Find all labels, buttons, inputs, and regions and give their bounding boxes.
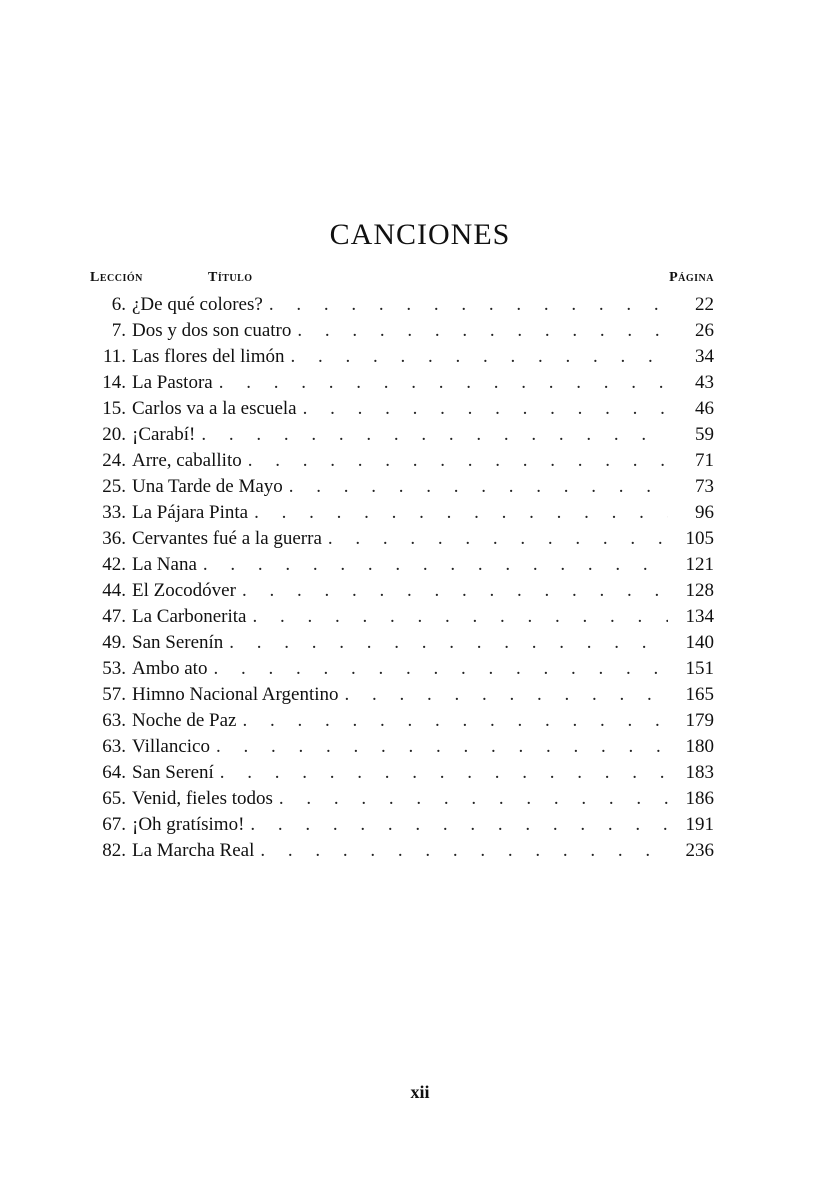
column-header-leccion: Lección xyxy=(90,270,143,285)
dot-leader xyxy=(260,838,668,864)
page-number: 43 xyxy=(695,372,714,393)
lesson-number: 14. xyxy=(102,372,126,393)
song-title: Una Tarde de Mayo xyxy=(132,476,283,497)
lesson-number: 11. xyxy=(102,346,126,367)
toc-entry xyxy=(80,630,714,656)
song-title: Noche de Paz xyxy=(132,710,237,731)
toc-entry xyxy=(80,734,714,760)
lesson-number: 65. xyxy=(102,788,126,809)
page-number: 191 xyxy=(685,814,714,835)
toc-entry xyxy=(80,656,714,682)
lesson-number: 63. xyxy=(102,710,126,731)
song-title: El Zocodóver xyxy=(132,580,236,601)
toc-entry xyxy=(80,318,714,344)
lesson-number: 33. xyxy=(102,502,126,523)
lesson-number: 15. xyxy=(102,398,126,419)
song-title: Cervantes fué a la guerra xyxy=(132,528,322,549)
page-number: 128 xyxy=(685,580,714,601)
lesson-number: 7. xyxy=(111,320,126,341)
toc-entry xyxy=(80,682,714,708)
song-title: San Serení xyxy=(132,762,214,783)
toc-entry xyxy=(80,578,714,604)
lesson-number: 42. xyxy=(102,554,126,575)
dot-leader xyxy=(345,682,668,708)
dot-leader xyxy=(289,474,668,500)
lesson-number: 20. xyxy=(102,424,126,445)
page-number: 165 xyxy=(685,684,714,705)
page-number: 179 xyxy=(685,710,714,731)
page-number: 236 xyxy=(685,840,714,861)
dot-leader xyxy=(242,578,668,604)
toc-entry xyxy=(80,370,714,396)
song-title: Las flores del limón xyxy=(132,346,285,367)
dot-leader xyxy=(203,552,668,578)
page-number: 140 xyxy=(685,632,714,653)
song-title: Villancico xyxy=(132,736,210,757)
dot-leader xyxy=(248,448,668,474)
lesson-number: 25. xyxy=(102,476,126,497)
toc-entry xyxy=(80,552,714,578)
song-title: ¡Oh gratísimo! xyxy=(132,814,245,835)
dot-leader xyxy=(328,526,668,552)
lesson-number: 64. xyxy=(102,762,126,783)
page-folio: xii xyxy=(410,1082,430,1102)
dot-leader xyxy=(219,370,668,396)
lesson-number: 57. xyxy=(102,684,126,705)
column-header-titulo: Título xyxy=(208,270,253,285)
dot-leader xyxy=(216,734,668,760)
dot-leader xyxy=(250,812,668,838)
lesson-number: 82. xyxy=(102,840,126,861)
song-title: ¡Carabí! xyxy=(132,424,196,445)
page-number: 46 xyxy=(695,398,714,419)
toc-entry xyxy=(80,474,714,500)
dot-leader xyxy=(242,708,668,734)
page-number: 22 xyxy=(695,294,714,315)
page-number: 26 xyxy=(695,320,714,341)
song-title: Himno Nacional Argentino xyxy=(132,684,339,705)
lesson-number: 53. xyxy=(102,658,126,679)
toc-entry xyxy=(80,786,714,812)
page-number: 105 xyxy=(685,528,714,549)
dot-leader xyxy=(220,760,668,786)
column-header-pagina: Página xyxy=(669,270,714,285)
toc-entry xyxy=(80,812,714,838)
dot-leader xyxy=(279,786,668,812)
lesson-number: 49. xyxy=(102,632,126,653)
dot-leader xyxy=(229,630,668,656)
song-title: Arre, caballito xyxy=(132,450,242,471)
lesson-number: 44. xyxy=(102,580,126,601)
page-number: 186 xyxy=(685,788,714,809)
toc-entry xyxy=(80,292,714,318)
dot-leader xyxy=(252,604,668,630)
dot-leader xyxy=(297,318,668,344)
lesson-number: 67. xyxy=(102,814,126,835)
page-number: 134 xyxy=(685,606,714,627)
dot-leader xyxy=(303,396,668,422)
song-title: Ambo ato xyxy=(132,658,208,679)
page-number: 151 xyxy=(685,658,714,679)
dot-leader xyxy=(254,500,668,526)
song-title: ¿De qué colores? xyxy=(132,294,263,315)
toc-entry xyxy=(80,396,714,422)
toc-entry xyxy=(80,708,714,734)
dot-leader xyxy=(291,344,669,370)
toc-entry xyxy=(80,760,714,786)
song-title: La Nana xyxy=(132,554,197,575)
dot-leader xyxy=(269,292,668,318)
page-number: 59 xyxy=(695,424,714,445)
song-title: La Carbonerita xyxy=(132,606,247,627)
page-number: 71 xyxy=(695,450,714,471)
song-title: San Serenín xyxy=(132,632,224,653)
page-title: CANCIONES xyxy=(329,218,511,251)
dot-leader xyxy=(213,656,668,682)
song-title: Carlos va a la escuela xyxy=(132,398,297,419)
page-number: 96 xyxy=(695,502,714,523)
toc-entry xyxy=(80,422,714,448)
toc-entry xyxy=(80,448,714,474)
page-number: 183 xyxy=(685,762,714,783)
song-title: Dos y dos son cuatro xyxy=(132,320,292,341)
toc-entry xyxy=(80,500,714,526)
lesson-number: 24. xyxy=(102,450,126,471)
page-number: 121 xyxy=(685,554,714,575)
lesson-number: 36. xyxy=(102,528,126,549)
page-number: 34 xyxy=(695,346,714,367)
toc-entry xyxy=(80,344,714,370)
toc-entry xyxy=(80,604,714,630)
song-title: Venid, fieles todos xyxy=(132,788,273,809)
page-number: 73 xyxy=(695,476,714,497)
song-title: La Pastora xyxy=(132,372,213,393)
dot-leader xyxy=(201,422,668,448)
song-title: La Pájara Pinta xyxy=(132,502,249,523)
page-number: 180 xyxy=(685,736,714,757)
lesson-number: 6. xyxy=(111,294,126,315)
songs-table-of-contents xyxy=(80,292,714,864)
lesson-number: 63. xyxy=(102,736,126,757)
toc-entry xyxy=(80,526,714,552)
toc-entry xyxy=(80,838,714,864)
lesson-number: 47. xyxy=(102,606,126,627)
song-title: La Marcha Real xyxy=(132,840,255,861)
